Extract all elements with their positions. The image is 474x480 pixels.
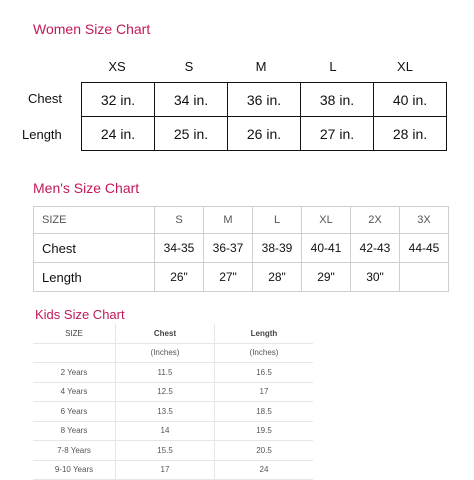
kids-length-unit: (Inches) [215, 343, 314, 363]
kids-chest-cell: 14 [116, 421, 215, 441]
men-length-s: 26" [155, 263, 204, 292]
men-length-2x: 30" [351, 263, 400, 292]
men-length-label: Length [34, 263, 155, 292]
kids-size-cell: 4 Years [33, 382, 116, 402]
men-size-table [33, 206, 449, 292]
kids-chest-cell: 13.5 [116, 402, 215, 422]
kids-size-cell: 2 Years [33, 363, 116, 383]
kids-chest-cell: 12.5 [116, 382, 215, 402]
kids-size-header: SIZE [33, 324, 116, 343]
men-chest-2x: 42-43 [351, 234, 400, 263]
men-length-m: 27" [204, 263, 253, 292]
men-length-3x [400, 263, 449, 292]
women-length-xl: 28 in. [374, 117, 447, 151]
table-row [33, 382, 313, 402]
men-chest-label: Chest [34, 234, 155, 263]
kids-length-cell: 16.5 [215, 363, 314, 383]
table-row [33, 421, 313, 441]
men-size-xl: XL [302, 207, 351, 234]
women-size-xl: XL [397, 59, 413, 74]
men-chest-l: 38-39 [253, 234, 302, 263]
women-length-xs: 24 in. [82, 117, 155, 151]
women-chest-m: 36 in. [228, 83, 301, 117]
kids-length-cell: 20.5 [215, 441, 314, 461]
men-chest-xl: 40-41 [302, 234, 351, 263]
table-row [33, 402, 313, 422]
women-chest-label: Chest [28, 91, 62, 106]
kids-length-header: Length [215, 324, 314, 343]
women-length-l: 27 in. [301, 117, 374, 151]
kids-size-cell: 7-8 Years [33, 441, 116, 461]
women-length-m: 26 in. [228, 117, 301, 151]
women-size-header [81, 59, 441, 75]
women-size-chart-title: Women Size Chart [33, 21, 151, 37]
men-header-row [34, 207, 449, 234]
women-chest-xs: 32 in. [82, 83, 155, 117]
men-size-s: S [155, 207, 204, 234]
table-row [33, 363, 313, 383]
kids-size-cell: 8 Years [33, 421, 116, 441]
kids-chest-unit: (Inches) [116, 343, 215, 363]
men-chest-s: 34-35 [155, 234, 204, 263]
kids-size-unit [33, 343, 116, 363]
men-length-xl: 29" [302, 263, 351, 292]
kids-chest-cell: 11.5 [116, 363, 215, 383]
women-length-label: Length [22, 127, 62, 142]
men-size-m: M [204, 207, 253, 234]
table-row [33, 441, 313, 461]
women-chest-row [82, 83, 447, 117]
women-size-s: S [184, 59, 194, 74]
kids-size-table [33, 324, 313, 480]
kids-chest-header: Chest [116, 324, 215, 343]
kids-length-cell: 17 [215, 382, 314, 402]
men-chest-m: 36-37 [204, 234, 253, 263]
women-length-s: 25 in. [155, 117, 228, 151]
kids-length-cell: 24 [215, 460, 314, 480]
men-size-header-label: SIZE [34, 207, 155, 234]
kids-length-cell: 19.5 [215, 421, 314, 441]
men-length-row [34, 263, 449, 292]
men-size-chart-title: Men's Size Chart [33, 180, 140, 196]
men-size-3x: 3X [400, 207, 449, 234]
women-length-row [82, 117, 447, 151]
kids-size-chart-title: Kids Size Chart [35, 307, 125, 322]
kids-units-row [33, 343, 313, 363]
kids-length-cell: 18.5 [215, 402, 314, 422]
men-length-l: 28" [253, 263, 302, 292]
men-size-l: L [253, 207, 302, 234]
women-size-l: L [329, 59, 337, 74]
men-chest-3x: 44-45 [400, 234, 449, 263]
kids-chest-cell: 15.5 [116, 441, 215, 461]
women-chest-l: 38 in. [301, 83, 374, 117]
women-size-table [81, 82, 447, 151]
women-chest-xl: 40 in. [374, 83, 447, 117]
kids-chest-cell: 17 [116, 460, 215, 480]
kids-size-cell: 9-10 Years [33, 460, 116, 480]
women-size-xs: XS [108, 59, 126, 74]
kids-size-cell: 6 Years [33, 402, 116, 422]
women-chest-s: 34 in. [155, 83, 228, 117]
men-chest-row [34, 234, 449, 263]
women-size-m: M [255, 59, 267, 74]
men-size-2x: 2X [351, 207, 400, 234]
kids-header-row [33, 324, 313, 343]
